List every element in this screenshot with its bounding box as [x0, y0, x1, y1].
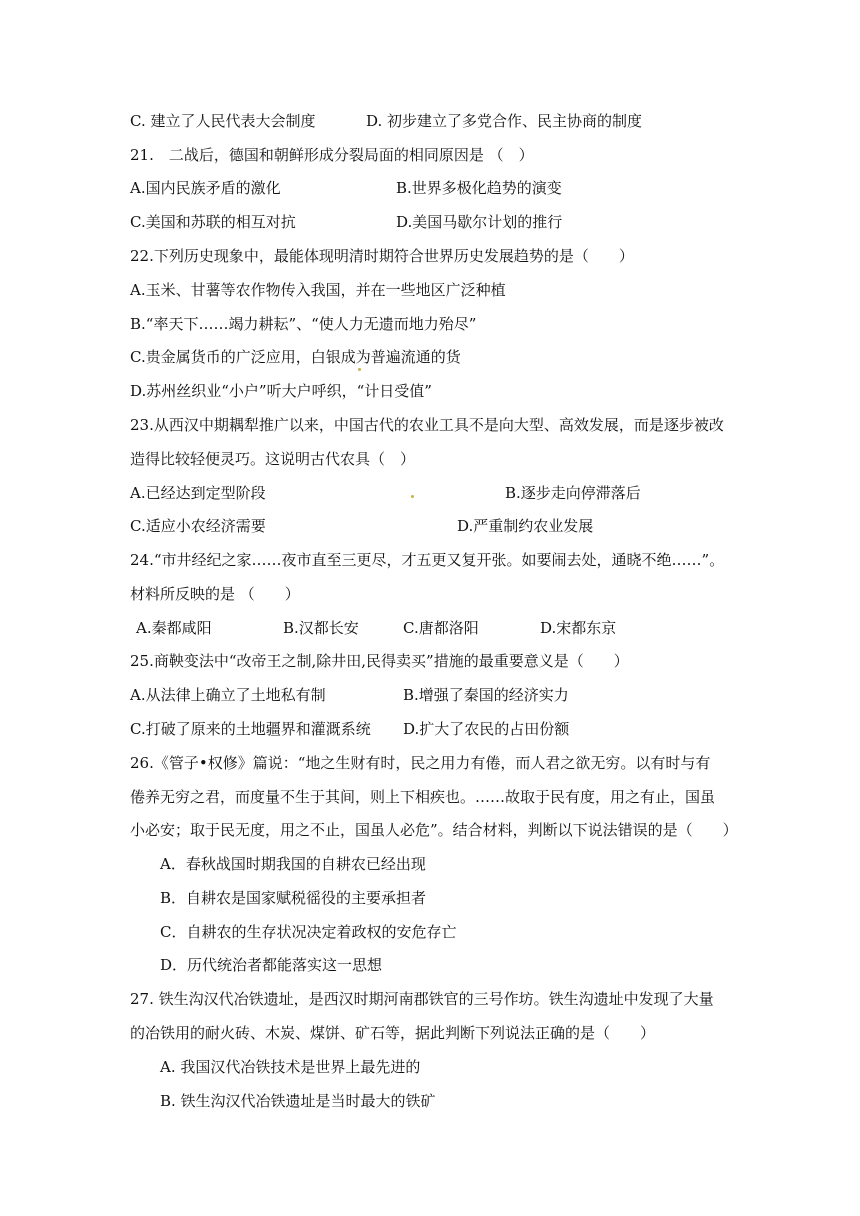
q26-option-c: C．自耕农的生存状况决定着政权的安危存亡	[160, 923, 457, 941]
q24-option-d: D.宋都东京	[540, 619, 617, 637]
q25-option-d: D.扩大了农民的占田份额	[403, 720, 570, 738]
q23-option-c: C.适应小农经济需要	[130, 517, 266, 535]
q27-stem-line2: 的冶铁用的耐火砖、木炭、煤饼、矿石等，据此判断下列说法正确的是（ ）	[130, 1024, 656, 1042]
q23-option-a: A.已经达到定型阶段	[130, 484, 266, 502]
q20-option-c: C. 建立了人民代表大会制度	[130, 112, 316, 130]
scan-speck	[411, 495, 414, 498]
q26-stem-line1: 26.《管子•权修》篇说：“地之生财有时，民之用力有倦，而人君之欲无穷。以有时与有	[130, 754, 711, 772]
q25-stem: 25.商鞅变法中“改帝王之制,除井田,民得卖买”措施的最重要意义是（ ）	[130, 652, 629, 670]
q26-option-b: B．自耕农是国家赋税徭役的主要承担者	[160, 889, 427, 907]
q23-stem-line1: 23.从西汉中期耦犁推广以来，中国古代的农业工具不是向大型、高效发展，而是逐步被改	[130, 416, 724, 434]
q27-stem-line1: 27. 铁生沟汉代冶铁遗址，是西汉时期河南郡铁官的三号作坊。铁生沟遗址中发现了大量	[130, 990, 714, 1008]
q20-option-d: D. 初步建立了多党合作、民主协商的制度	[366, 112, 643, 130]
q26-stem-line3: 小必安；取于民无度，用之不止，国虽人必危”。结合材料，判断以下说法错误的是（ ）	[130, 821, 738, 839]
q23-stem-line2: 造得比较轻便灵巧。这说明古代农具（ ）	[130, 450, 416, 468]
q27-option-a: A. 我国汉代冶铁技术是世界上最先进的	[160, 1058, 421, 1076]
q26-option-a: A．春秋战国时期我国的自耕农已经出现	[160, 855, 426, 873]
q24-option-b: B.汉都长安	[283, 619, 359, 637]
q24-option-c: C.唐都洛阳	[403, 619, 479, 637]
q24-stem-line2: 材料所反映的是 （ ）	[130, 585, 300, 603]
q22-stem: 22.下列历史现象中，最能体现明清时期符合世界历史发展趋势的是（ ）	[130, 247, 634, 265]
q25-option-c: C.打破了原来的土地疆界和灌溉系统	[130, 720, 371, 738]
q23-option-b: B.逐步走向停滞落后	[505, 484, 641, 502]
q22-option-a: A.玉米、甘薯等农作物传入我国，并在一些地区广泛种植	[130, 281, 506, 299]
q24-stem-line1: 24.“市井经纪之家……夜市直至三更尽，才五更又复开张。如要闹去处，通晓不绝……”。	[130, 551, 725, 569]
q22-option-d: D.苏州丝织业“小户”听大户呼织，“计日受值”	[130, 382, 432, 400]
q22-option-b: B.“率天下……竭力耕耘”、“使人力无遗而地力殆尽”	[130, 315, 477, 333]
scan-speck	[358, 368, 361, 371]
q21-option-a: A.国内民族矛盾的激化	[130, 179, 281, 197]
q24-option-a: A.秦都咸阳	[136, 619, 212, 637]
q26-stem-line2: 倦养无穷之君，而度量不生于其间，则上下相疾也。……故取于民有度，用之有止，国虽	[130, 788, 716, 806]
q25-option-a: A.从法律上确立了土地私有制	[130, 686, 326, 704]
q25-option-b: B.增强了秦国的经济实力	[403, 686, 569, 704]
q27-option-b: B. 铁生沟汉代冶铁遗址是当时最大的铁矿	[160, 1092, 436, 1110]
q21-option-b: B.世界多极化趋势的演变	[396, 179, 562, 197]
q23-option-d: D.严重制约农业发展	[457, 517, 594, 535]
q26-option-d: D．历代统治者都能落实这一思想	[160, 956, 383, 974]
q22-option-c: C.贵金属货币的广泛应用，白银成为普遍流通的货	[130, 348, 461, 366]
q21-option-d: D.美国马歇尔计划的推行	[396, 213, 563, 231]
q21-option-c: C.美国和苏联的相互对抗	[130, 213, 296, 231]
q21-stem: 21. 二战后，德国和朝鲜形成分裂局面的相同原因是 （ ）	[130, 146, 534, 164]
